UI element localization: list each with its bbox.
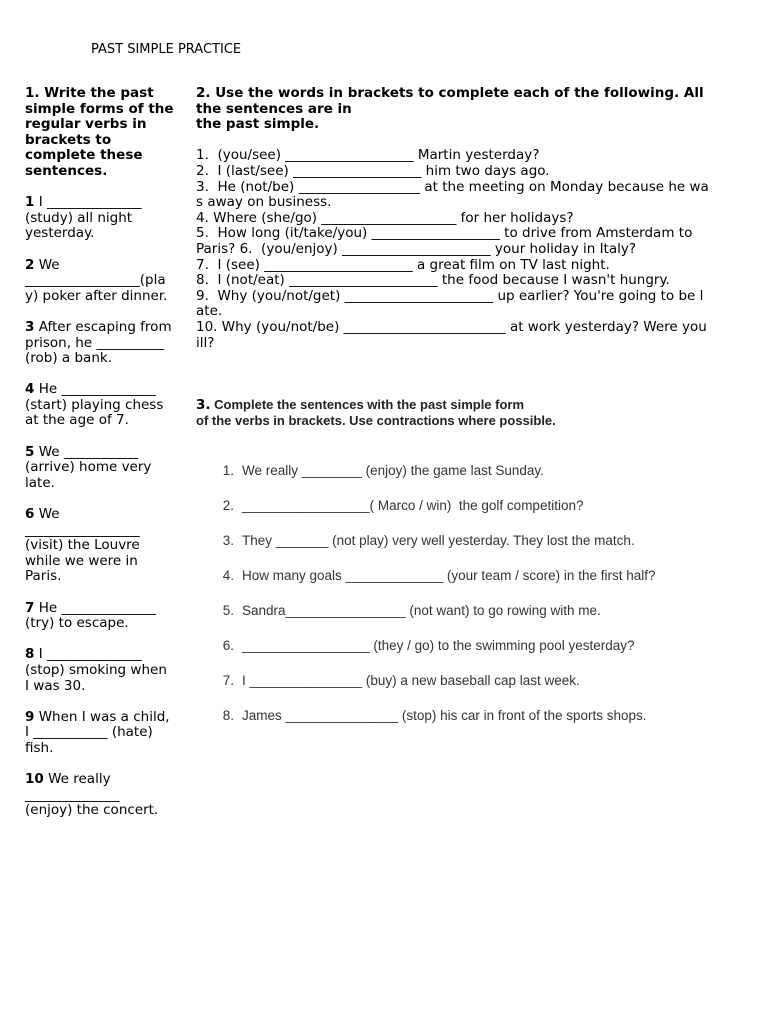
section2-line: 2. I (last/see) ___________________ him two days ago. <box>196 162 550 179</box>
list-item-text: Sandra________________ (not want) to go rowing with me. <box>242 603 601 618</box>
item-text: We _________________ (visit) the Louvre while we were in Paris. <box>25 506 140 585</box>
item-number: 5 <box>25 443 35 460</box>
section1-item <box>25 445 185 492</box>
section1-item <box>25 710 185 757</box>
list-item-number: 8. <box>222 708 234 723</box>
item-number: 9 <box>25 708 35 725</box>
section1-item <box>25 507 185 585</box>
section3-exercise <box>196 397 756 723</box>
list-item-text: We really ________ (enjoy) the game last Sunday. <box>242 463 544 478</box>
section2-line: 9. Why (you/not/get) ______________________ up earlier? You're going to be l <box>196 287 704 304</box>
section1-item <box>25 320 185 367</box>
item-number: 8 <box>25 646 35 663</box>
list-item-number: 7. <box>222 673 234 688</box>
item-text: We ___________ (arrive) home very late. <box>25 443 152 491</box>
section1-heading: 1. Write the past simple forms of the regular verbs in brackets to complete these sentences. <box>25 85 174 179</box>
section1-item <box>25 258 185 305</box>
page-title: PAST SIMPLE PRACTICE <box>91 42 242 57</box>
section2-exercise <box>196 86 746 351</box>
item-number: 3 <box>25 318 35 335</box>
item-text: He ______________ (start) playing chess at the age of 7. <box>25 381 164 429</box>
item-text: I ______________ (stop) smoking when I was 30. <box>25 646 167 694</box>
item-number: 7 <box>25 599 35 616</box>
section2-line: 10. Why (you/not/be) ________________________ at work yesterday? Were you <box>196 318 707 335</box>
section2-line: 8. I (not/eat) ______________________ the food because I wasn't hungry. <box>196 272 670 289</box>
list-item-text: _________________ (they / go) to the swimming pool yesterday? <box>242 638 635 653</box>
list-item-number: 1. <box>222 463 234 478</box>
list-item-number: 3. <box>222 533 234 548</box>
section2-line: 7. I (see) ______________________ a great film on TV last night. <box>196 256 610 273</box>
section2-line: ill? <box>196 334 215 351</box>
item-number: 10 <box>25 771 44 788</box>
list-item-text: I _______________ (buy) a new baseball cap last week. <box>242 673 580 688</box>
item-number: 2 <box>25 256 35 273</box>
list-item-number: 2. <box>222 498 234 513</box>
item-text: After escaping from prison, he __________ (rob) a bank. <box>25 318 172 367</box>
section2-line: 1. (you/see) ___________________ Martin yesterday? <box>196 147 540 164</box>
list-item-number: 4. <box>222 568 234 583</box>
item-number: 1 <box>25 194 35 211</box>
section3-instructions: Complete the sentences with the past simple form of the verbs in brackets. Use contractions where possible. <box>196 397 556 428</box>
section2-line: 4. Where (she/go) ____________________ for her holidays? <box>196 209 574 226</box>
section2-line: 3. He (not/be) __________________ at the meeting on Monday because he wa <box>196 178 709 195</box>
section1-item <box>25 601 185 632</box>
section2-line: 5. How long (it/take/you) ___________________ to drive from Amsterdam to <box>196 225 693 242</box>
item-text: We really ______________ (enjoy) the concert. <box>25 771 159 819</box>
section2-heading: 2. Use the words in brackets to complete each of the following. All the sentences are in the past simple. <box>196 85 704 133</box>
list-item-text: James _______________ (stop) his car in front of the sports shops. <box>242 708 647 723</box>
section3-heading <box>196 397 756 429</box>
section3-number: 3. <box>196 397 211 413</box>
item-number: 4 <box>25 381 35 398</box>
item-text: He ______________ (try) to escape. <box>25 599 156 632</box>
item-text: When I was a child, I ___________ (hate) fish. <box>25 708 170 756</box>
section2-body <box>196 148 746 351</box>
section1-item <box>25 647 185 694</box>
item-text: I ______________ (study) all night yesterday. <box>25 194 142 242</box>
section2-line: ate. <box>196 303 223 320</box>
section1-item <box>25 772 185 819</box>
list-item-text: _________________( Marco / win) the golf competition? <box>242 498 584 513</box>
item-text: We _________________(pla y) poker after dinner. <box>25 256 168 304</box>
section2-line: s away on business. <box>196 194 332 211</box>
section1-item <box>25 195 185 242</box>
section1-item <box>25 382 185 429</box>
item-number: 6 <box>25 506 35 523</box>
list-item-number: 6. <box>222 638 234 653</box>
section2-line: Paris? 6. (you/enjoy) ______________________ your holiday in Italy? <box>196 240 637 257</box>
list-item-text: They _______ (not play) very well yesterday. They lost the match. <box>242 533 635 548</box>
list-item-text: How many goals _____________ (your team / score) in the first half? <box>242 568 656 583</box>
list-item-number: 5. <box>222 603 234 618</box>
section1-exercise <box>25 86 185 835</box>
